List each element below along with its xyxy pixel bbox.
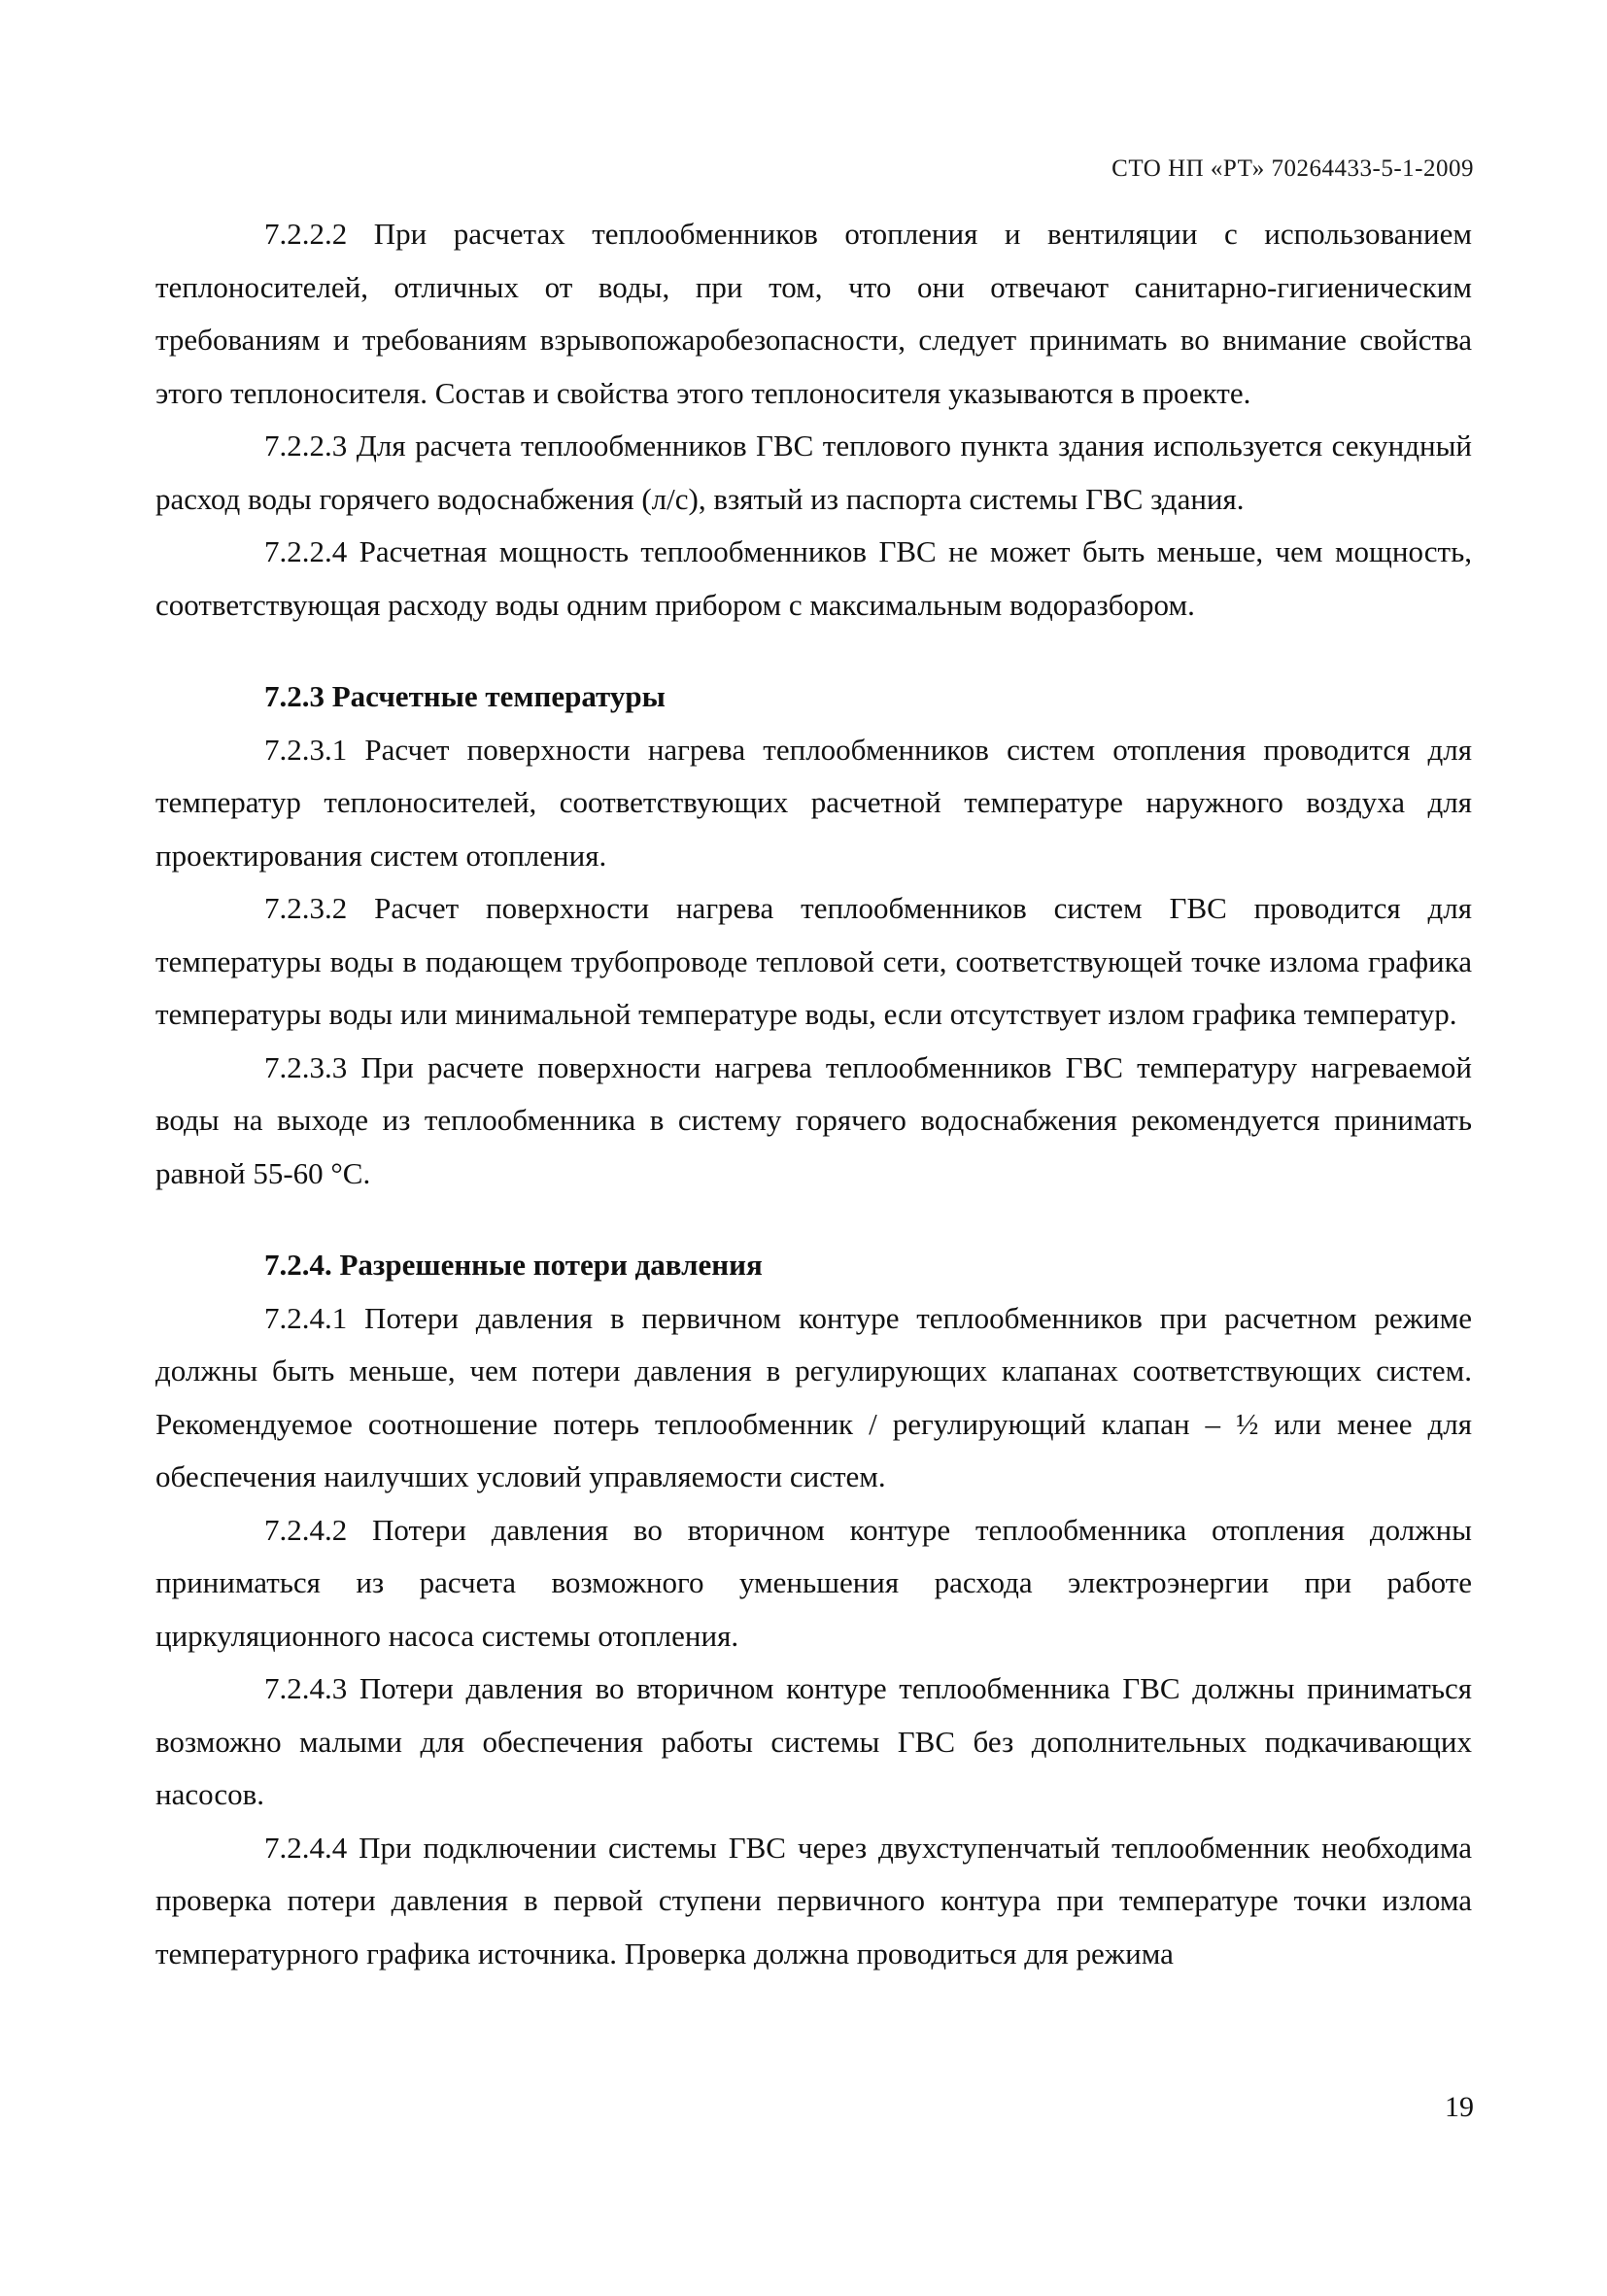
paragraph-7-2-4-4: 7.2.4.4 При подключении системы ГВС через двухступенчатый теплообменник необходима проверка потери давления в первой ступени первичного контура при температуре точки излома температурного графика источника. Проверка должна проводиться для режима <box>155 1830 1472 1970</box>
section-heading-7-2-3: 7.2.3 Расчетные температуры <box>264 679 666 713</box>
paragraph-7-2-4-1: 7.2.4.1 Потери давления в первичном контуре теплообменников при расчетном режиме должны быть меньше, чем потери давления в регулирующих клапанах соответствующих систем. Рекомендуемое соотношение потерь теплообменник / регулирующий клапан – ½ или менее для обеспечения наилучших условий управляемости систем. <box>155 1300 1472 1493</box>
paragraph-7-2-2-3: 7.2.2.3 Для расчета теплообменников ГВС теплового пункта здания используется секундный расход воды горячего водоснабжения (л/с), взятый из паспорта системы ГВС здания. <box>155 428 1472 516</box>
section-heading-7-2-4: 7.2.4. Разрешенные потери давления <box>264 1248 763 1282</box>
page-body <box>155 208 1472 1980</box>
document-code-header: СТО НП «РТ» 70264433-5-1-2009 <box>1111 155 1474 182</box>
section-spacer <box>155 632 1472 670</box>
page-number: 19 <box>1445 2091 1474 2123</box>
paragraph-7-2-4-3: 7.2.4.3 Потери давления во вторичном контуре теплообменника ГВС должны приниматься возможно малыми для обеспечения работы системы ГВС без дополнительных подкачивающих насосов. <box>155 1671 1472 1811</box>
paragraph-7-2-3-3: 7.2.3.3 При расчете поверхности нагрева теплообменников ГВС температуру нагреваемой воды на выходе из теплообменника в систему горячего водоснабжения рекомендуется принимать равной 55-60 °С. <box>155 1049 1472 1190</box>
paragraph-7-2-2-2: 7.2.2.2 При расчетах теплообменников отопления и вентиляции с использованием теплоносителей, отличных от воды, при том, что они отвечают санитарно-гигиеническим требованиям и требованиям взрывопожаробезопасности, следует принимать во внимание свойства этого теплоносителя. Состав и свойства этого теплоносителя указываются в проекте. <box>155 217 1472 410</box>
paragraph-7-2-2-4: 7.2.2.4 Расчетная мощность теплообменников ГВС не может быть меньше, чем мощность, соответствующая расходу воды одним прибором с максимальным водоразбором. <box>155 534 1472 622</box>
paragraph-7-2-4-2: 7.2.4.2 Потери давления во вторичном контуре теплообменника отопления должны приниматься из расчета возможного уменьшения расхода электроэнергии при работе циркуляционного насоса системы отопления. <box>155 1512 1472 1653</box>
paragraph-7-2-3-2: 7.2.3.2 Расчет поверхности нагрева теплообменников систем ГВС проводится для температуры воды в подающем трубопроводе тепловой сети, соответствующей точке излома графика температуры воды или минимальной температуре воды, если отсутствует излом графика температур. <box>155 891 1472 1031</box>
section-spacer <box>155 1200 1472 1239</box>
paragraph-7-2-3-1: 7.2.3.1 Расчет поверхности нагрева теплообменников систем отопления проводится для температур теплоносителей, соответствующих расчетной температуре наружного воздуха для проектирования систем отопления. <box>155 732 1472 873</box>
